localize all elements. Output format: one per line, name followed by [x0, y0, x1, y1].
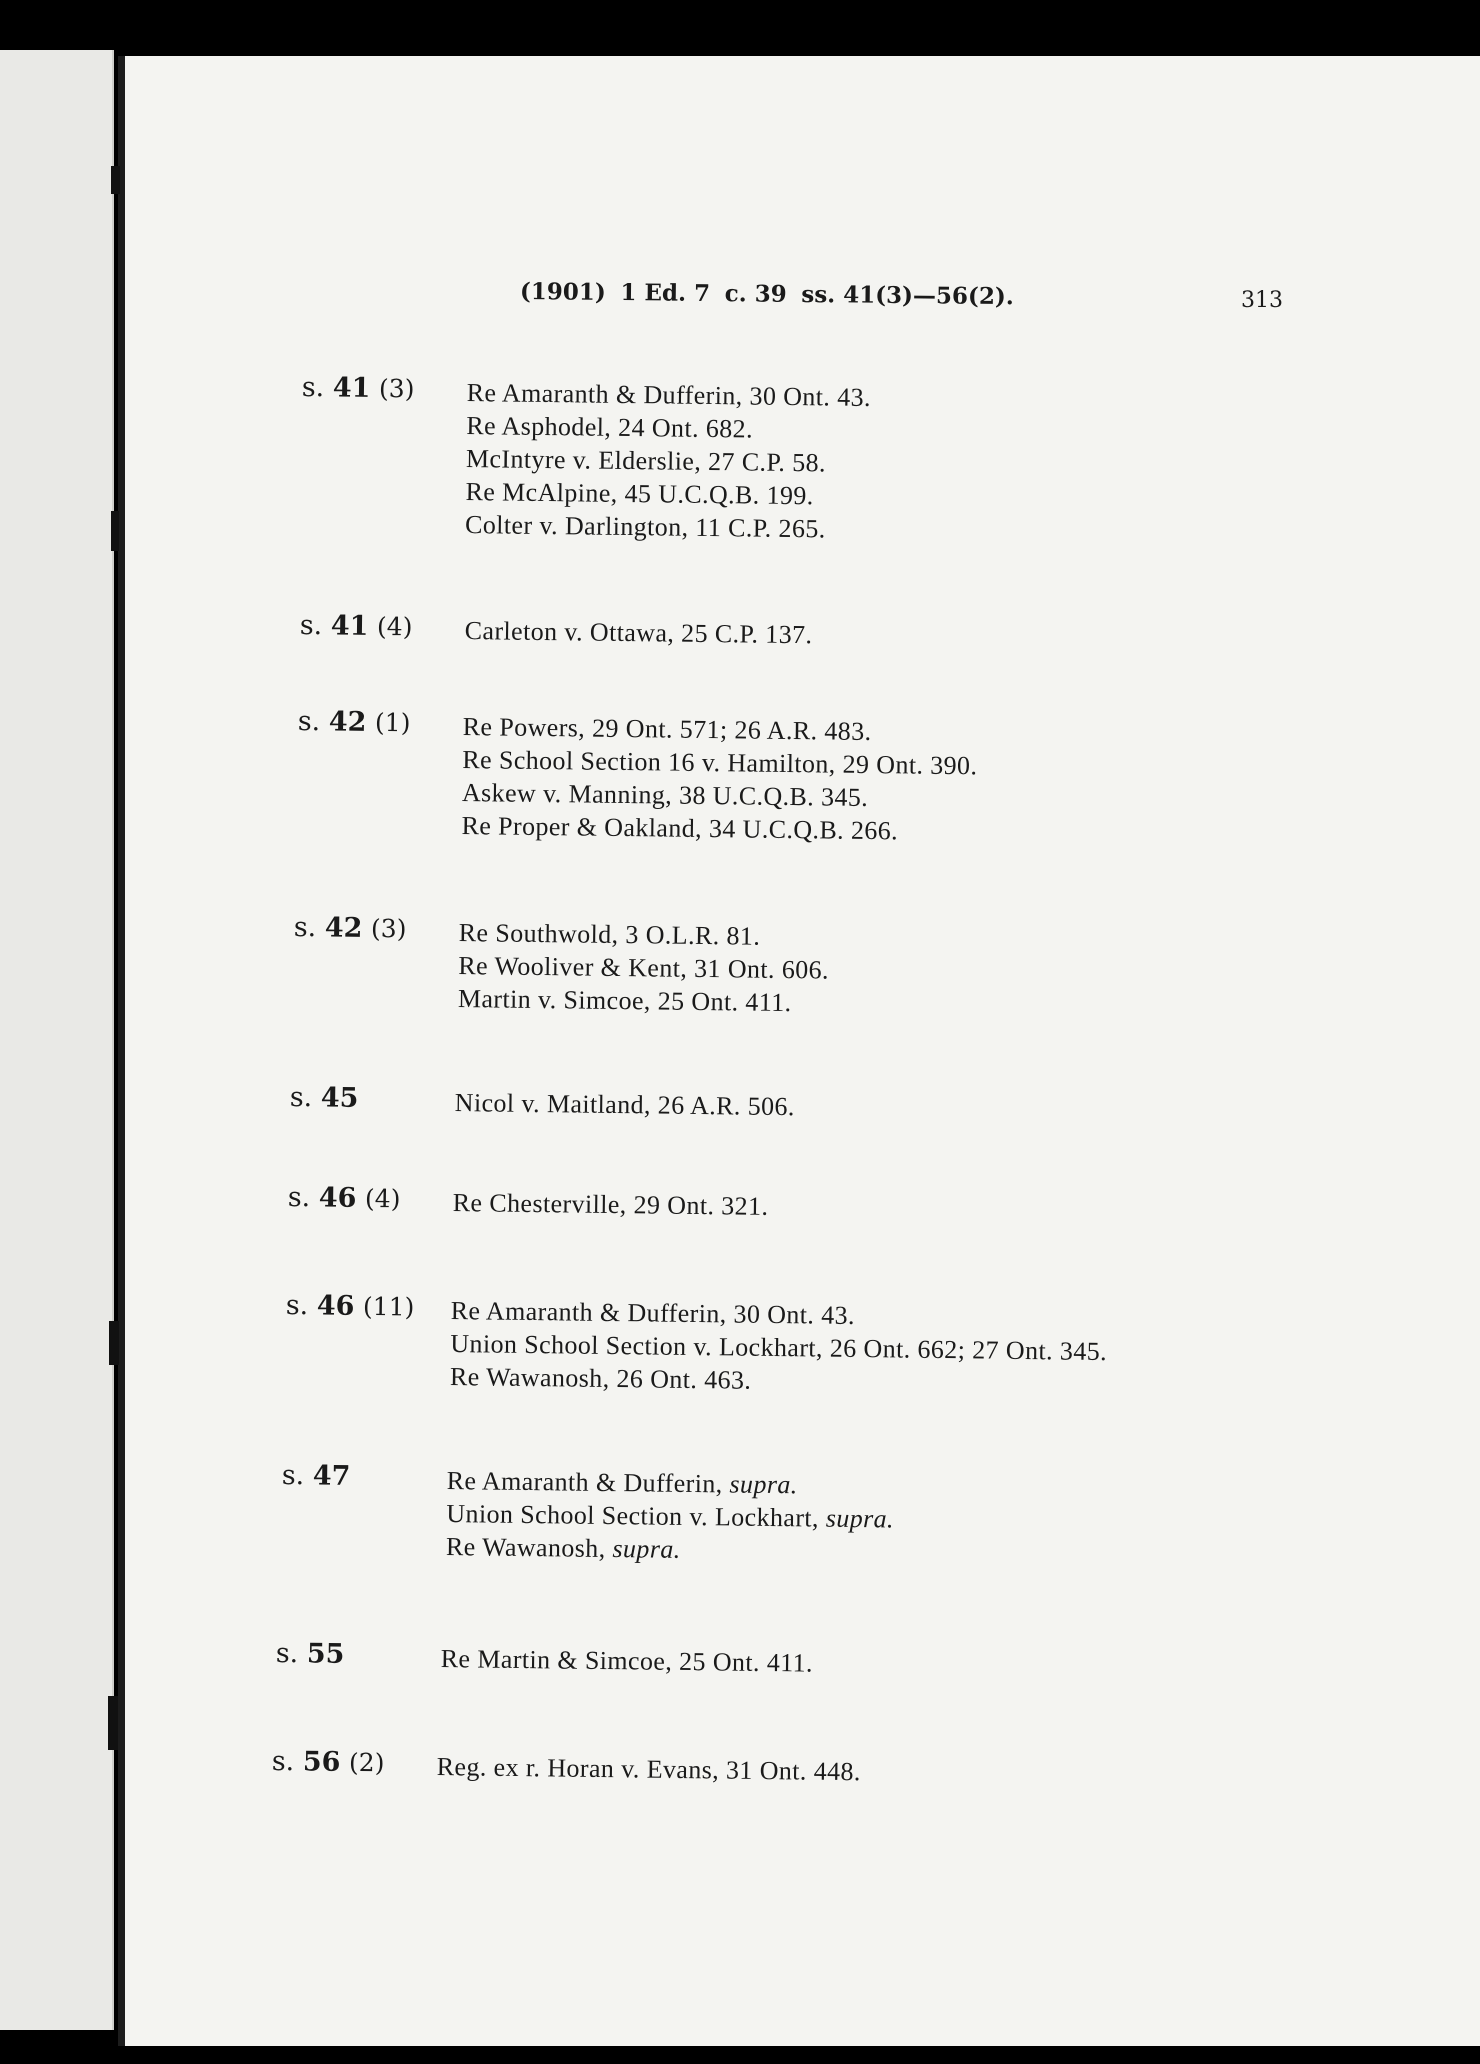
citation-text: Re Wooliver & Kent, 31 Ont. 606. [458, 951, 830, 985]
section-subsection: (4) [376, 611, 413, 642]
section-label [286, 1290, 415, 1323]
citation-text: Re School Section 16 v. Hamilton, 29 Ont. 390. [462, 745, 978, 781]
section-label [294, 912, 407, 944]
citation-text: Colter v. Darlington, 11 C.P. 265. [464, 510, 826, 544]
header-chapter: c. 39 [724, 280, 787, 308]
citation-line [465, 475, 870, 513]
citation-list [465, 614, 813, 651]
citation-list [458, 916, 830, 1020]
citation-text: Re Proper & Oakland, 34 U.C.Q.B. 266. [461, 811, 899, 846]
citation-text: Re Martin & Simcoe, 25 Ont. 411. [440, 1644, 814, 1678]
citation-list [465, 376, 871, 546]
citation-text: Re Amaranth & Dufferin, 30 Ont. 43. [450, 1296, 856, 1330]
citation-text: Re McAlpine, 45 U.C.Q.B. 199. [465, 477, 814, 511]
section-number: 47 [312, 1460, 351, 1492]
citation-supra: supra. [729, 1469, 798, 1500]
citation-line [466, 409, 871, 447]
citation-line [459, 916, 830, 954]
citation-text: Re Wawanosh, [445, 1532, 613, 1564]
citation-line [446, 1530, 894, 1568]
citation-text: Martin v. Simcoe, 25 Ont. 411. [457, 984, 792, 1018]
citation-text: Re Asphodel, 24 Ont. 682. [466, 411, 754, 444]
citation-list [455, 1086, 795, 1123]
binding-mark [111, 511, 119, 551]
citation-text: Nicol v. Maitland, 26 A.R. 506. [454, 1088, 795, 1122]
citation-text: McIntyre v. Elderslie, 27 C.P. 58. [465, 444, 827, 478]
header-regnal: 1 Ed. 7 [620, 279, 711, 307]
section-subsection: (4) [364, 1183, 401, 1214]
citation-line [437, 1750, 861, 1788]
citation-supra: supra. [825, 1503, 895, 1534]
citation-text: Re Amaranth & Dufferin, 30 Ont. 43. [466, 378, 872, 412]
citation-text: Carleton v. Ottawa, 25 C.P. 137. [464, 616, 813, 650]
section-label [302, 372, 415, 404]
section-number: 42 [328, 706, 367, 738]
citation-supra: supra. [612, 1534, 681, 1564]
section-number: 56 [302, 1746, 341, 1778]
citation-line [447, 1464, 895, 1502]
section-label [272, 1746, 385, 1778]
section-label [298, 706, 411, 738]
citation-list [441, 1642, 814, 1680]
citation-line [467, 376, 872, 414]
citation-list [461, 710, 978, 848]
citation-line [446, 1497, 894, 1535]
binding-mark [108, 1696, 118, 1750]
citation-line [458, 982, 829, 1020]
binding-mark [111, 166, 120, 194]
citation-text: Re Southwold, 3 O.L.R. 81. [458, 918, 761, 951]
citation-line [453, 1186, 769, 1223]
facing-page-edge [0, 50, 114, 2030]
citation-line [458, 949, 829, 987]
citation-text: Re Wawanosh, 26 Ont. 463. [449, 1362, 752, 1395]
section-prefix: s. [299, 610, 323, 642]
section-prefix: s. [289, 1082, 313, 1114]
section-prefix: s. [287, 1182, 311, 1214]
citation-text: Union School Section v. Lockhart, [446, 1499, 826, 1533]
citation-text: Re Amaranth & Dufferin, [446, 1466, 730, 1499]
section-label [276, 1638, 345, 1670]
section-subsection: (1) [374, 707, 411, 738]
page-number: 313 [1241, 288, 1283, 313]
section-label [290, 1082, 359, 1114]
citation-text: Reg. ex r. Horan v. Evans, 31 Ont. 448. [436, 1752, 861, 1787]
section-prefix: s. [285, 1290, 309, 1322]
section-prefix: s. [271, 1746, 295, 1778]
citation-text: Re Powers, 29 Ont. 571; 26 A.R. 483. [462, 712, 872, 747]
section-number: 46 [318, 1182, 357, 1214]
citation-text: Union School Section v. Lockhart, 26 Ont. 662; 27 Ont. 345. [450, 1329, 1108, 1367]
section-number: 42 [324, 912, 363, 944]
section-number: 46 [316, 1290, 355, 1322]
section-prefix: s. [297, 706, 321, 738]
citation-line [466, 442, 871, 480]
section-prefix: s. [301, 372, 325, 404]
citation-list [437, 1750, 861, 1788]
section-label [282, 1460, 351, 1492]
section-number: 55 [306, 1638, 345, 1670]
section-label [288, 1182, 401, 1214]
citation-line [465, 508, 870, 546]
section-number: 45 [320, 1082, 359, 1114]
section-number: 41 [330, 610, 369, 642]
citation-text: Askew v. Manning, 38 U.C.Q.B. 345. [461, 778, 869, 812]
section-subsection: (3) [370, 913, 407, 944]
section-label [300, 610, 413, 642]
binding-mark [109, 1321, 119, 1365]
citation-list [446, 1464, 895, 1568]
section-subsection: (3) [378, 373, 415, 404]
citation-line [455, 1086, 795, 1123]
header-year: (1901) [519, 278, 606, 306]
citation-line [461, 809, 976, 848]
section-prefix: s. [281, 1460, 305, 1492]
citation-list [453, 1186, 769, 1223]
section-number: 41 [332, 372, 371, 404]
header-sections-range: ss. 41(3)—56(2). [801, 280, 1014, 311]
section-prefix: s. [293, 912, 317, 944]
citation-list [450, 1294, 1108, 1401]
section-subsection: (11) [362, 1291, 415, 1322]
section-subsection: (2) [348, 1747, 385, 1778]
citation-text: Re Chesterville, 29 Ont. 321. [452, 1188, 769, 1221]
section-prefix: s. [275, 1638, 299, 1670]
citation-line [465, 614, 813, 651]
citation-line [441, 1642, 814, 1680]
